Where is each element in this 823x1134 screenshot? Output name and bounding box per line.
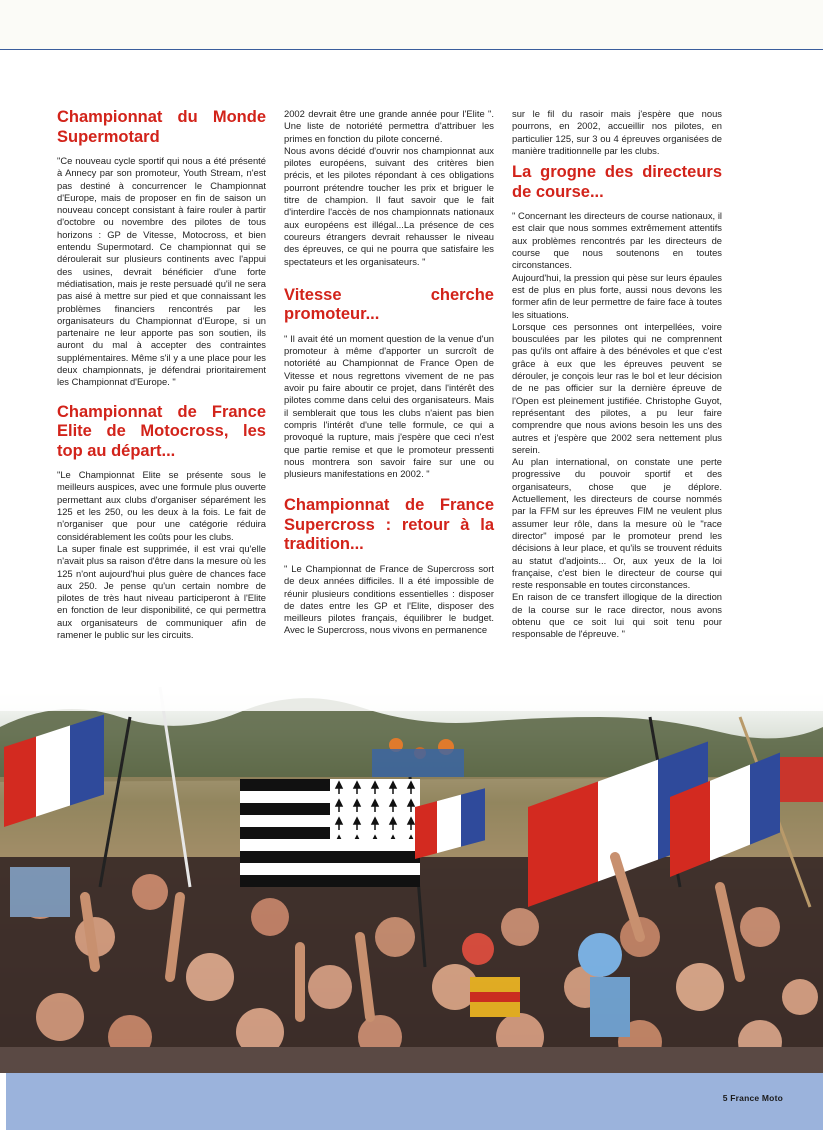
paragraph: 2002 devrait être une grande année pour l'Elite ". Une liste de notoriété permettra d'attribuer les primes en fonction du pilote concerné.: [284, 108, 494, 144]
paragraph: " Concernant les directeurs de course nationaux, il est clair que nous sommes extrêmement attentifs aux problèmes rencontrés par les directeurs de course que nous soutenons en toutes circonstances.: [512, 210, 722, 271]
paragraph: " Le Championnat de France de Supercross sort de deux années difficiles. Il a été impossible de réunir plusieurs conditions essentielles : disposer de dates entre les GP et l'Elite, disposer des meilleurs pilotes français, équilibrer le budget. Avec le Supercross, nous vivons en permanence: [284, 562, 494, 636]
paragraph: "Le Championnat Elite se présente sous le meilleurs auspices, avec une formule plus ouverte permettant aux clubs d'organiser séparément les 125 et les 250, ou les deux à la fois. Le fait de n'organiser que pour une catégorie réduira considérablement les coûts pour les clubs.: [57, 469, 266, 542]
article-column-1: [57, 108, 266, 641]
paragraph: Au plan international, on constate une perte progressive du pouvoir sportif et des organisateurs, chose que je déplore. Actuellement, les directeurs de course nommés par la FFM sur les épreuves FIM ne veulent plus assumer leur rôle, dans la mesure où le "race director" imposé par le promoteur prend les décisions à leur place, et qu'ils se trouvent réduits au statut d'adjoints... Or, aux yeux de la loi française, c'est bien le directeur de course qui reste responsable en toutes circonstances.: [512, 456, 722, 591]
heading-supermotard: Championnat du Monde Supermotard: [57, 108, 266, 146]
paragraph: " Il avait été un moment question de la venue d'un promoteur à même d'apporter un surcroît de notoriété au Championnat de France Open de Vitesse et nous regrettons vivement de ne pas avoir pu faire aboutir ce projet, dans l'intérêt des pilotes comme dans celui des organisateurs. Mais il semblerait que tous les clubs n'aient pas bien compris l'intérêt d'une telle formule, ce qui a provoqué la rupture, mais j'espère que ceci n'est que partie remise et que le promoteur pressenti nous montrera son savoir faire sur une ou plusieurs manifestations en 2002. ": [284, 332, 494, 480]
heading-vitesse: Vitesse cherche promoteur...: [284, 285, 494, 324]
heading-supercross: Championnat de France Supercross : retour à la tradition...: [284, 496, 494, 554]
crowd-with-flags-photo: [0, 687, 823, 1073]
heading-motocross-elite: Championnat de France Elite de Motocross, les top au départ...: [57, 402, 266, 460]
paragraph: "Ce nouveau cycle sportif qui nous a été présenté à Annecy par son promoteur, Youth Stream, n'est pas destiné à concurrencer le Championnat d'Europe, mais de proposer en fin de saison un nouveau concept consistant à faire rouler à partir d'octobre ou novembre des pilotes de tous horizons : GP de Vitesse, Motocross, et bien entendu Supermotard. Ce championnat qui se déroulerait sur plusieurs continents avec l'appui des usines, devrait bénéficier d'une forte médiatisation, mais je reste persuadé qu'il ne sera pas aisé à mettre sur pied et que connaissant les problèmes financiers rencontrés par les organisateurs du Championnat d'Europe, si un partenaire ne leur apporte pas son soutien, ils auront du mal à accepter des contraintes supplémentaires. Même s'il y a une place pour les deux championnats, je défendrai prioritairement les Championnat d'Europe. ": [57, 155, 266, 388]
article-column-3: [512, 108, 722, 641]
page-number: 5 France Moto: [722, 1093, 783, 1103]
paragraph: sur le fil du rasoir mais j'espère que nous pourrons, en 2002, accueillir nos pilotes, en particulier 125, sur 3 ou 4 épreuves organisées de manière traditionnelle par les clubs.: [512, 108, 722, 156]
paragraph: Aujourd'hui, la pression qui pèse sur leurs épaules est de plus en plus forte, aussi nous devons les former afin de leur permettre de faire face à toutes les situations.: [512, 271, 722, 320]
heading-directeurs: La grogne des directeurs de course...: [512, 163, 722, 201]
paragraph: Nous avons décidé d'ouvrir nos championnat aux pilotes européens, suivant des critères bien précis, et les pilotes répondant à ces obligations pourront prétendre toucher les prix et briguer le titre de champion. Il faut savoir que le fait d'interdire l'accès de nos championnats nationaux aux européens est illégal...La présence de ces coureurs étrangers devrait rehausser le niveau des épreuves, ce qui ne pourra que satisfaire les spectateurs et les organisateurs. ": [284, 144, 494, 267]
footer-band: [6, 1073, 823, 1130]
article-column-2: [284, 108, 494, 637]
paragraph: Lorsque ces personnes ont interpellées, voire bousculées par les pilotes qui ne comprennent pas qu'ils ont affaire à des bénévoles et que c'est grâce à eux que les épreuves peuvent se dérouler, je conçois leur ras le bol et leur décision de ne pas officier sur la dernière épreuve de l'Open est pleinement justifiée. Christophe Guyot, représentant des pilotes, a pu leur faire comprendre que nous avions besoin les uns des autres et j'espère que 2002 sera nettement plus serein.: [512, 320, 722, 455]
paragraph: En raison de ce transfert illogique de la direction de la course sur le race director, nous avons obtenu que ce soit lui qui soit tenu pour responsable de l'épreuve. ": [512, 591, 722, 640]
paragraph: La super finale est supprimée, il est vrai qu'elle n'avait plus sa raison d'être dans la mesure où les 125 n'ont aujourd'hui plus guère de chances face aux 250. Je pense qu'un certain nombre de pilotes de très haut niveau participeront à l'Elite en fonction de leur disponibilité, ce qui permettra aux organisateurs de communiquer afin de ramener le public sur les circuits.: [57, 542, 266, 640]
top-band: [0, 0, 823, 50]
